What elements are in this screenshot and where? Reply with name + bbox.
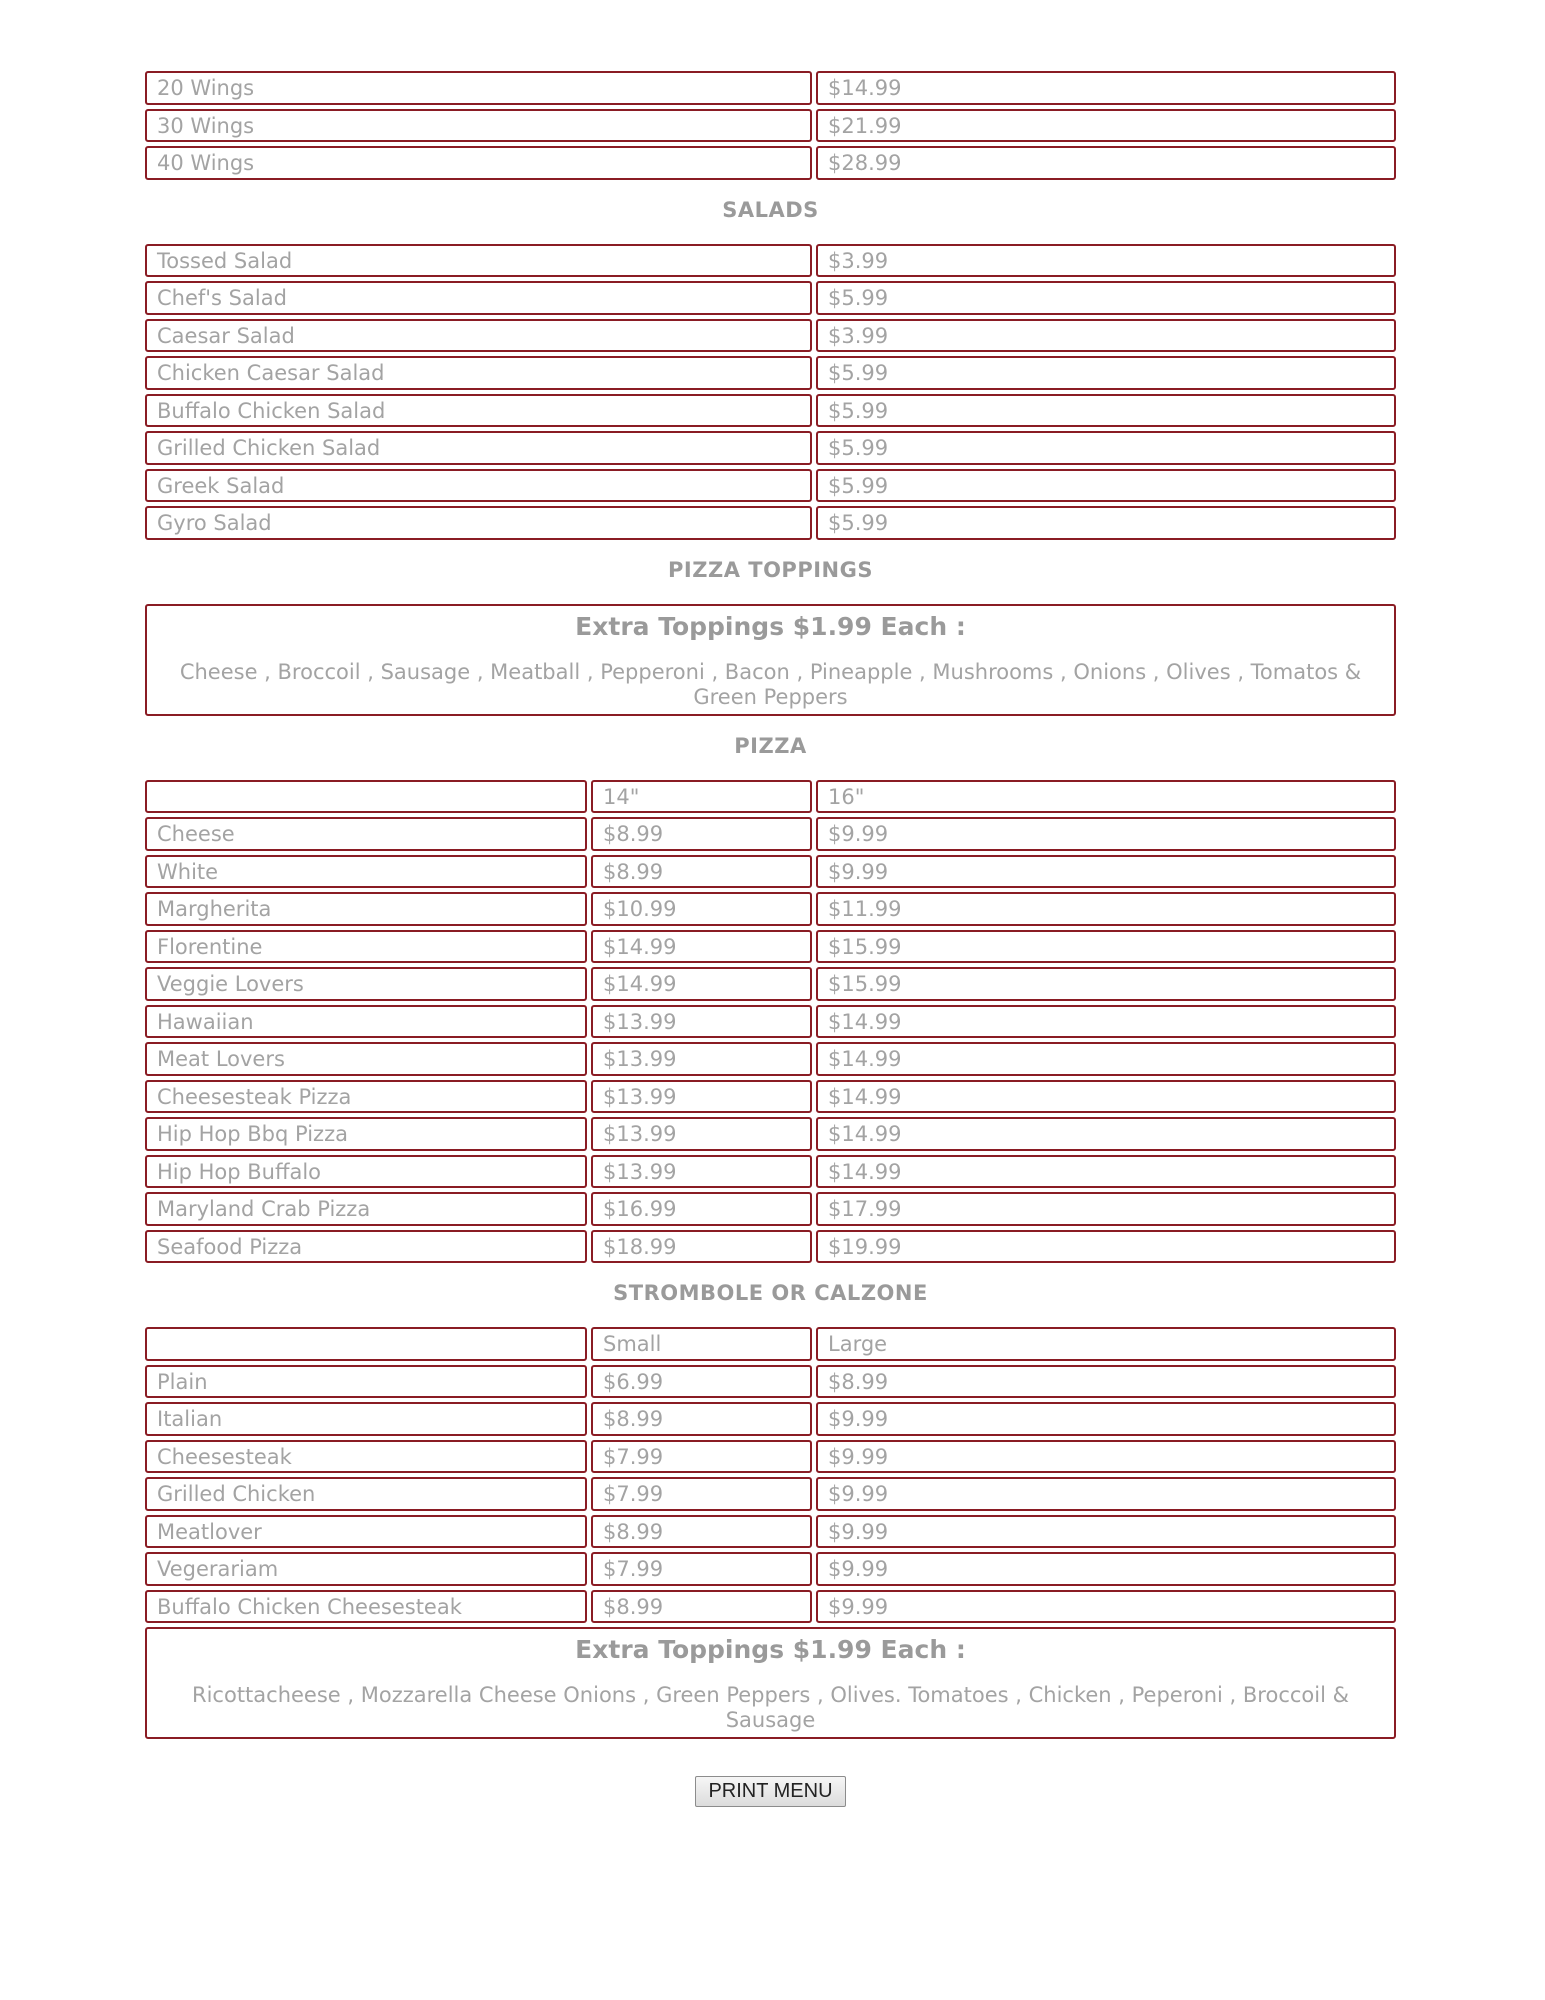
- salads-heading: SALADS: [722, 197, 819, 222]
- salad-row: [145, 506, 1396, 540]
- wings-row: [145, 146, 1396, 180]
- item-price: $15.99: [816, 930, 1396, 964]
- salad-row: [145, 281, 1396, 315]
- strombole-row: [145, 1365, 1396, 1399]
- item-price: $8.99: [591, 1515, 812, 1549]
- item-name: 20 Wings: [145, 71, 812, 105]
- item-price: $13.99: [591, 1042, 812, 1076]
- menu-container: [145, 71, 1396, 1807]
- size-header: Small: [591, 1327, 812, 1361]
- item-name: Plain: [145, 1365, 587, 1399]
- pizza-heading: PIZZA: [734, 733, 807, 758]
- item-name: Hawaiian: [145, 1005, 587, 1039]
- item-price: $15.99: [816, 967, 1396, 1001]
- item-price: $5.99: [816, 506, 1396, 540]
- item-price: $8.99: [816, 1365, 1396, 1399]
- pizza-row: [145, 817, 1396, 851]
- item-price: $6.99: [591, 1365, 812, 1399]
- item-price: $5.99: [816, 281, 1396, 315]
- item-name: Chicken Caesar Salad: [145, 356, 812, 390]
- item-price: $14.99: [816, 1042, 1396, 1076]
- pizza-row: [145, 1080, 1396, 1114]
- item-price: $11.99: [816, 892, 1396, 926]
- item-name: Margherita: [145, 892, 587, 926]
- salad-row: [145, 431, 1396, 465]
- strombole-toppings-price: Extra Toppings $1.99 Each :: [575, 1635, 966, 1664]
- item-name: White: [145, 855, 587, 889]
- item-name: 30 Wings: [145, 109, 812, 143]
- item-price: $5.99: [816, 394, 1396, 428]
- item-price: $9.99: [816, 1440, 1396, 1474]
- pizza-row: [145, 930, 1396, 964]
- salad-row: [145, 356, 1396, 390]
- pizza-table: [145, 780, 1396, 1264]
- salad-row: [145, 394, 1396, 428]
- pizza-row: [145, 1042, 1396, 1076]
- item-name: Greek Salad: [145, 469, 812, 503]
- item-name: Buffalo Chicken Cheesesteak: [145, 1590, 587, 1624]
- item-name: Veggie Lovers: [145, 967, 587, 1001]
- strombole-row: [145, 1552, 1396, 1586]
- item-price: $9.99: [816, 1552, 1396, 1586]
- strombole-row: [145, 1440, 1396, 1474]
- item-price: $14.99: [816, 1005, 1396, 1039]
- item-price: $9.99: [816, 1590, 1396, 1624]
- item-price: $14.99: [816, 1117, 1396, 1151]
- item-name: Tossed Salad: [145, 244, 812, 278]
- size-header: 16": [816, 780, 1396, 814]
- item-name: Florentine: [145, 930, 587, 964]
- pizza-toppings-box: [145, 604, 1396, 716]
- item-price: $18.99: [591, 1230, 812, 1264]
- pizza-header-row: [145, 780, 1396, 814]
- item-name: Meatlover: [145, 1515, 587, 1549]
- item-name: Caesar Salad: [145, 319, 812, 353]
- pizza-row: [145, 1005, 1396, 1039]
- item-name: Cheesesteak: [145, 1440, 587, 1474]
- header-blank: [145, 780, 587, 814]
- item-price: $10.99: [591, 892, 812, 926]
- item-price: $9.99: [816, 855, 1396, 889]
- item-price: $8.99: [591, 817, 812, 851]
- item-price: $9.99: [816, 1515, 1396, 1549]
- item-name: Vegerariam: [145, 1552, 587, 1586]
- strombole-row: [145, 1515, 1396, 1549]
- item-price: $19.99: [816, 1230, 1396, 1264]
- pizza-row: [145, 967, 1396, 1001]
- item-name: Grilled Chicken Salad: [145, 431, 812, 465]
- item-price: $7.99: [591, 1552, 812, 1586]
- wings-row: [145, 109, 1396, 143]
- item-price: $3.99: [816, 319, 1396, 353]
- item-name: Hip Hop Bbq Pizza: [145, 1117, 587, 1151]
- item-price: $5.99: [816, 431, 1396, 465]
- item-name: 40 Wings: [145, 146, 812, 180]
- strombole-row: [145, 1402, 1396, 1436]
- item-price: $8.99: [591, 1590, 812, 1624]
- item-price: $8.99: [591, 855, 812, 889]
- item-price: $7.99: [591, 1477, 812, 1511]
- size-header: 14": [591, 780, 812, 814]
- strombole-row: [145, 1477, 1396, 1511]
- item-price: $5.99: [816, 469, 1396, 503]
- item-price: $28.99: [816, 146, 1396, 180]
- item-name: Meat Lovers: [145, 1042, 587, 1076]
- item-price: $17.99: [816, 1192, 1396, 1226]
- item-name: Italian: [145, 1402, 587, 1436]
- wings-row: [145, 71, 1396, 105]
- item-name: Hip Hop Buffalo: [145, 1155, 587, 1189]
- pizza-toppings-heading: PIZZA TOPPINGS: [668, 557, 873, 582]
- item-price: $9.99: [816, 1477, 1396, 1511]
- pizza-toppings-price: Extra Toppings $1.99 Each :: [575, 611, 966, 641]
- item-price: $14.99: [816, 1155, 1396, 1189]
- item-price: $21.99: [816, 109, 1396, 143]
- item-price: $13.99: [591, 1005, 812, 1039]
- strombole-table: [145, 1327, 1396, 1623]
- strombole-row: [145, 1590, 1396, 1624]
- item-name: Buffalo Chicken Salad: [145, 394, 812, 428]
- item-price: $8.99: [591, 1402, 812, 1436]
- pizza-row: [145, 1230, 1396, 1264]
- wings-table: [145, 71, 1396, 180]
- header-blank: [145, 1327, 587, 1361]
- item-price: $5.99: [816, 356, 1396, 390]
- item-price: $13.99: [591, 1117, 812, 1151]
- item-name: Cheese: [145, 817, 587, 851]
- item-name: Grilled Chicken: [145, 1477, 587, 1511]
- pizza-row: [145, 1192, 1396, 1226]
- item-name: Chef's Salad: [145, 281, 812, 315]
- item-price: $13.99: [591, 1080, 812, 1114]
- salad-row: [145, 244, 1396, 278]
- item-price: $16.99: [591, 1192, 812, 1226]
- size-header: Large: [816, 1327, 1396, 1361]
- print-menu-button[interactable]: PRINT MENU: [695, 1776, 846, 1807]
- item-name: Gyro Salad: [145, 506, 812, 540]
- pizza-row: [145, 1117, 1396, 1151]
- strombole-toppings-list: Ricottacheese , Mozzarella Cheese Onions , Green Peppers , Olives. Tomatoes , Chicken , Peperoni , Broccoil & Sausage: [192, 1683, 1349, 1732]
- salad-row: [145, 469, 1396, 503]
- item-price: $13.99: [591, 1155, 812, 1189]
- item-price: $14.99: [816, 71, 1396, 105]
- pizza-row: [145, 1155, 1396, 1189]
- item-price: $7.99: [591, 1440, 812, 1474]
- item-name: Seafood Pizza: [145, 1230, 587, 1264]
- strombole-heading: STROMBOLE OR CALZONE: [613, 1281, 928, 1305]
- salads-table: [145, 244, 1396, 540]
- strombole-toppings-box: [145, 1627, 1396, 1739]
- salad-row: [145, 319, 1396, 353]
- strombole-header-row: [145, 1327, 1396, 1361]
- item-price: $14.99: [816, 1080, 1396, 1114]
- item-price: $14.99: [591, 967, 812, 1001]
- item-price: $14.99: [591, 930, 812, 964]
- pizza-row: [145, 892, 1396, 926]
- item-price: $3.99: [816, 244, 1396, 278]
- item-name: Maryland Crab Pizza: [145, 1192, 587, 1226]
- pizza-toppings-list: Cheese , Broccoil , Sausage , Meatball , Pepperoni , Bacon , Pineapple , Mushrooms , Onions , Olives , Tomatos & Green Peppers: [179, 659, 1362, 709]
- pizza-row: [145, 855, 1396, 889]
- item-name: Cheesesteak Pizza: [145, 1080, 587, 1114]
- item-price: $9.99: [816, 1402, 1396, 1436]
- print-area: [145, 1776, 1396, 1807]
- item-price: $9.99: [816, 817, 1396, 851]
